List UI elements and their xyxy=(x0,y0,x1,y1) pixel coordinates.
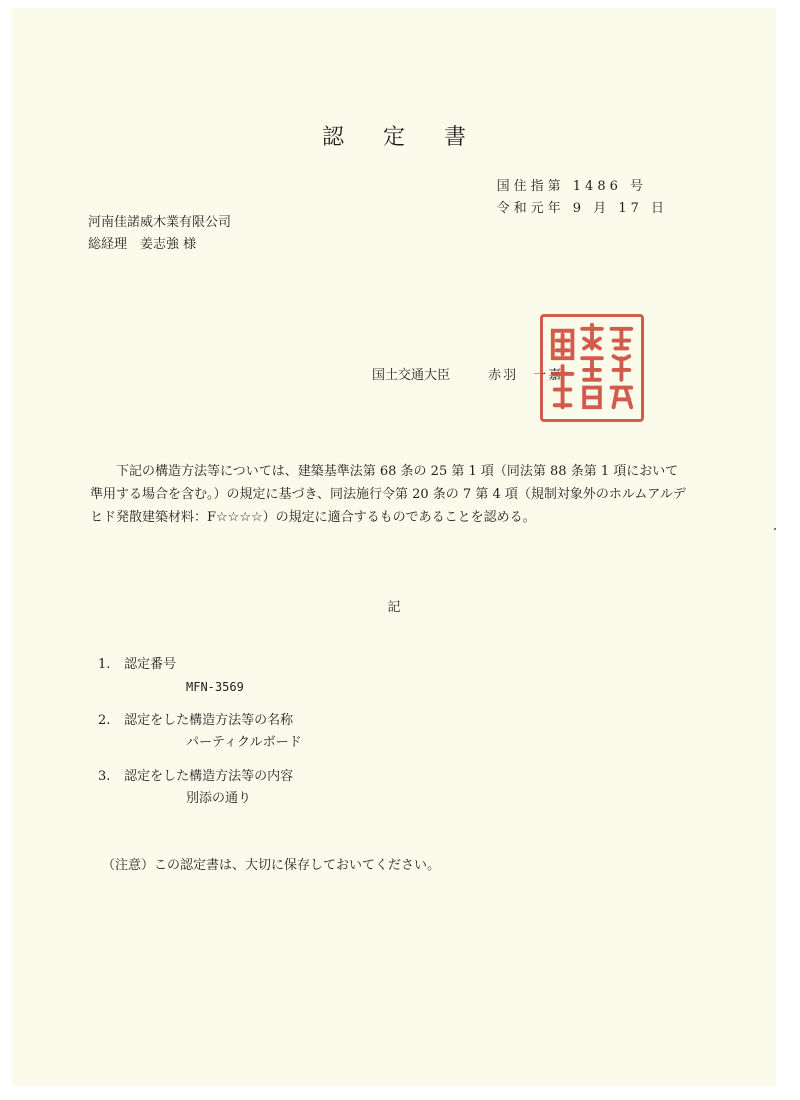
certificate-page xyxy=(12,8,776,1086)
recipient-person: 総経理 姜志強 様 xyxy=(88,237,197,252)
issuer-name: 赤羽 一嘉 xyxy=(488,368,564,383)
document-number: 国住指第 1486 号 xyxy=(496,179,648,194)
document-number-block xyxy=(497,176,668,220)
ki-heading: 記 xyxy=(387,600,401,615)
recipient-company: 河南佳諾威木業有限公司 xyxy=(88,215,232,230)
issue-date: 令和元年 9 月 17 日 xyxy=(496,201,668,216)
item-label: 認定番号 xyxy=(124,657,177,672)
issuer-title: 国土交通大臣 xyxy=(372,368,451,383)
scan-speck xyxy=(774,528,776,530)
certification-number: MFN-3569 xyxy=(186,680,244,694)
document-title: 認 定 書 xyxy=(322,125,482,150)
recipient-block xyxy=(88,212,231,256)
item-number: 2. xyxy=(98,713,111,728)
item-label: 認定をした構造方法等の内容 xyxy=(124,769,294,784)
item-list xyxy=(98,654,302,822)
issuer-block xyxy=(372,364,563,383)
list-item xyxy=(98,654,302,698)
list-item xyxy=(98,766,302,810)
official-seal-icon xyxy=(540,314,644,422)
item-number: 1. xyxy=(98,657,111,672)
product-name: パーティクルボード xyxy=(186,735,302,750)
certification-statement: 下記の構造方法等については、建築基準法第 68 条の 25 第 1 項（同法第 88 条第 1 項において準用する場合を含む。）の規定に基づき、同法施行令第 20 条の 7 第 4 項（規制対象外のホルムアルデヒド発散建築材料：F☆☆☆☆）の規定に適合するものであることを認める。 xyxy=(90,464,686,525)
list-item xyxy=(98,710,302,754)
seal-drawing xyxy=(543,317,641,419)
item-number: 3. xyxy=(98,769,111,784)
item-label: 認定をした構造方法等の名称 xyxy=(124,713,294,728)
content-description: 別添の通り xyxy=(186,791,252,806)
caution-note: （注意）この認定書は、大切に保存しておいてください。 xyxy=(102,858,441,873)
